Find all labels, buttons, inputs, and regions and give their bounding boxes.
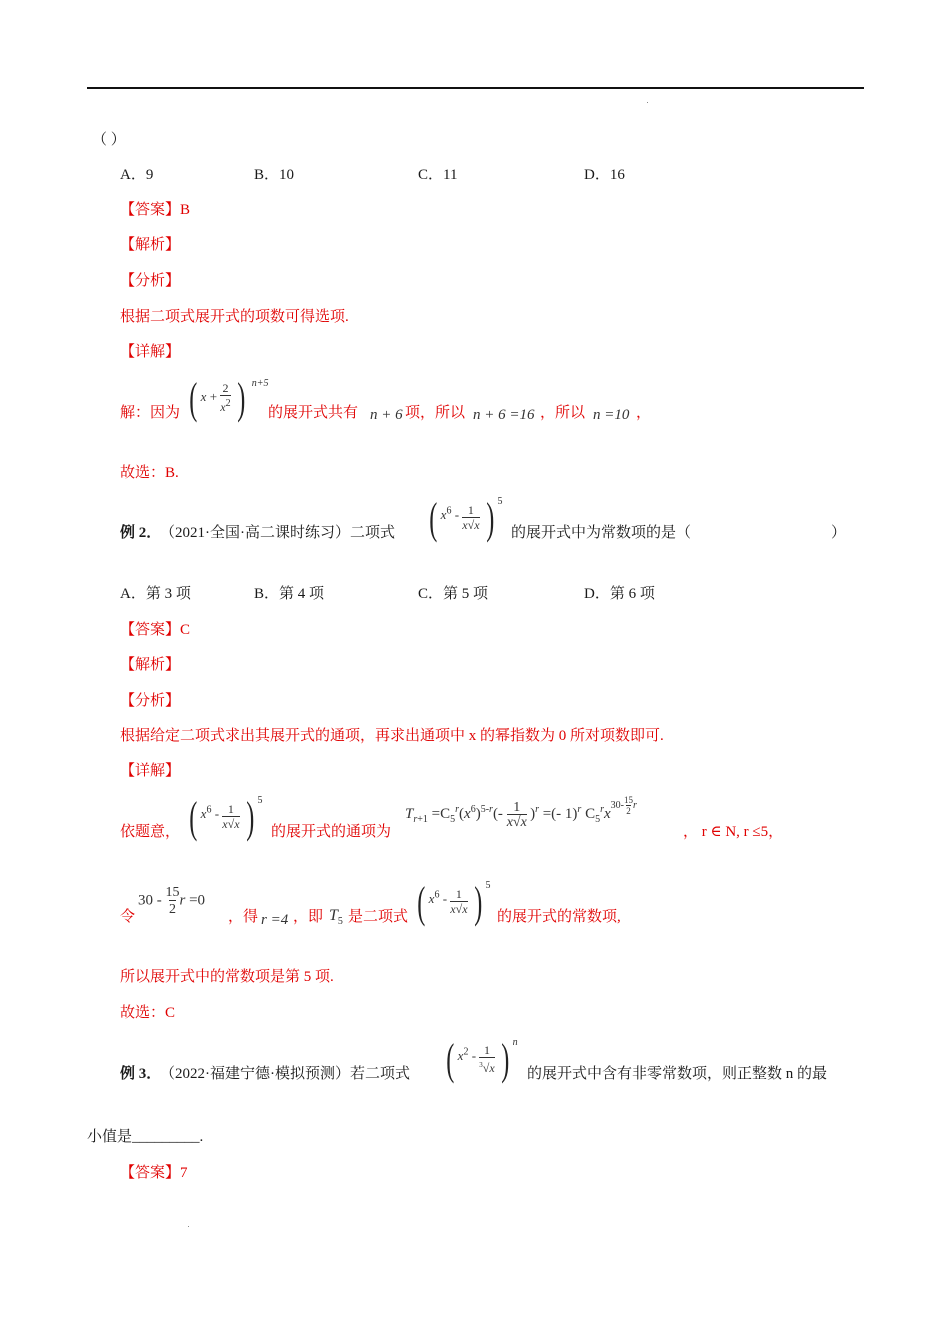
q2-choose: 故选：C [120,1005,176,1021]
q2-detail2-expr: ( $x^6$ - $\frac{1}{x√x}$ ) $^5$ [417,878,491,927]
q3-answer: 【答案】7 [120,1165,188,1181]
q2-general-term: $T_{r+1} =C_5^r(x^6)^{5-r}(-$ $\frac{1}{x√x}$ )$^r$ =(- 1)$^r$ $C_5^rx^{30- \frac{15}{2} r}$ [405,795,637,831]
q2-detail2-mid1: ，得 [228,909,259,925]
q3-expr-power: n [512,1036,518,1048]
q1-binomial-expr: ( x + $\frac{2}{x^2}$ ) $^{n+5}$ [189,374,269,423]
q1-xiangjie: 【详解】 [120,344,181,360]
q2-conclude: 所以展开式中的常数项是第 5 项. [120,969,334,985]
q3-binomial-expr: ( $x^2$ - $\frac{1}{^3√x}$ ) $^n$ [446,1035,518,1084]
q2-option-a: A．第 3 项 [120,586,191,602]
q2-detail2-t5: $T_5$ [329,907,343,928]
q1-solution-end: ， [636,405,652,421]
q1-option-d: D．16 [584,167,625,183]
q1-option-a: A．9 [120,167,154,183]
q1-n6: n + 6 [370,407,403,423]
q1-solution-mid1: 的展开式共有 [268,405,359,421]
q1-solution-prefix: 解：因为 [120,405,181,421]
q3-stem-line2: 小值是_________. [87,1129,204,1145]
q2-source: （2021·全国·高二课时练习）二项式 [160,525,395,541]
q1-option-c: C．11 [418,167,458,183]
q1-solution-mid2: 项，所以 [405,405,466,421]
q1-expr-numerator: 2 [222,381,229,396]
q3-stem-tail: 的展开式中含有非零常数项，则正整数 n 的最 [527,1066,828,1082]
q1-choose: 故选：B. [120,465,179,481]
q2-close-paren: ） [831,525,847,541]
q1-eq2: n =10 [593,407,630,423]
q2-answer: 【答案】C [120,622,191,638]
q2-fenxi: 【分析】 [120,693,181,709]
q3-source: （2022·福建宁德·模拟预测）若二项式 [160,1066,410,1082]
q2-detail2-mid2: ，即 [293,909,324,925]
q2-detail1-mid: 的展开式的通项为 [271,824,392,840]
header-rule [87,87,864,89]
q2-option-b: B．第 4 项 [254,586,325,602]
q2-binomial-expr: ( $x^6$ - $\frac{1}{x√x}$ ) $^5$ [429,494,503,543]
q2-expr-power: 5 [497,495,503,507]
q2-option-c: C．第 5 项 [418,586,489,602]
q1-analysis: 根据二项式展开式的项数可得选项. [120,309,349,325]
q3-label: 例 3． [120,1066,162,1082]
q2-detail1-expr: ( $x^6$ - $\frac{1}{x√x}$ ) $^5$ [189,793,263,842]
q1-answer: 【答案】B [120,202,191,218]
q1-paren: （ ） [92,132,126,148]
q2-detail2-r: r =4 [261,912,289,928]
q2-t5-symbol: T [329,907,338,924]
page-speck [647,102,648,103]
q1-jiexi: 【解析】 [120,237,181,253]
q2-stem-tail: 的展开式中为常数项的是（ [511,525,692,541]
q1-option-b: B．10 [254,167,295,183]
q2-jiexi: 【解析】 [120,657,181,673]
page-speck [188,1226,189,1227]
q2-detail2-equation: 30 - $\frac{15}{2}$ r =0 [138,885,206,917]
q2-analysis: 根据给定二项式求出其展开式的通项，再求出通项中 x 的幂指数为 0 所对项数即可. [120,728,664,744]
q2-xiangjie: 【详解】 [120,763,181,779]
q2-detail1-prefix: 依题意， [120,824,181,840]
q2-label: 例 2． [120,525,162,541]
q1-eq1: n + 6 =16 [473,407,535,423]
q1-expr-power: n+5 [251,377,269,389]
q2-detail2-prefix: 令 [120,909,136,925]
q2-option-d: D．第 6 项 [584,586,655,602]
q2-detail1-tail: ， r ∈ N, r ≤5， [683,824,784,840]
q2-detail2-tail: 的展开式的常数项, [497,909,621,925]
q2-detail2-mid3: 是二项式 [348,909,409,925]
q1-solution-mid3: ，所以 [540,405,586,421]
q1-fenxi: 【分析】 [120,273,181,289]
